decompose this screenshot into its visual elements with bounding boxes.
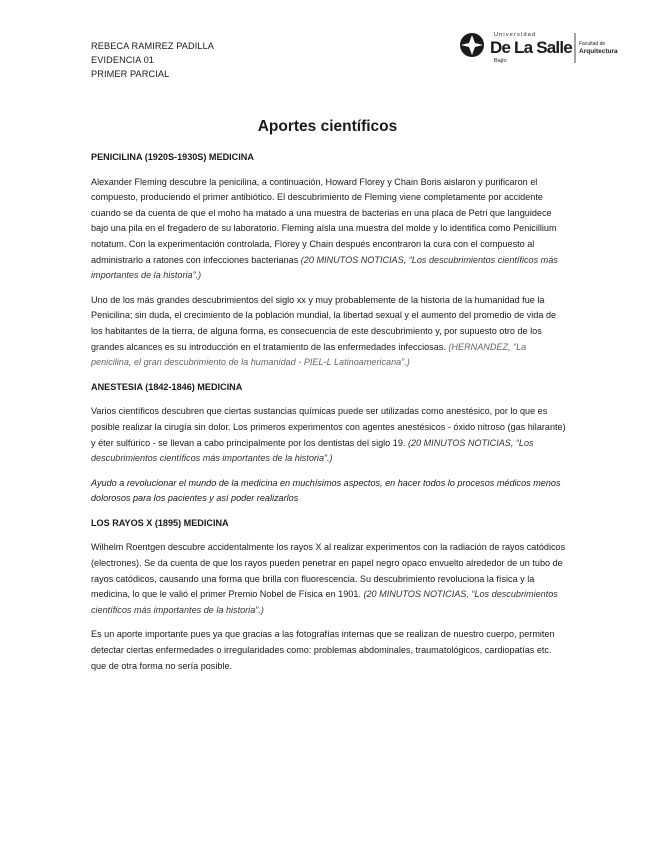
section-heading-penicilina: PENICILINA (1920S-1930S) MEDICINA	[91, 152, 254, 162]
paragraph	[91, 175, 567, 284]
citation: (20 MINUTOS NOTICIAS, “Los descubrimientos científicos más importantes de la historia”.)	[91, 589, 558, 615]
paragraph	[91, 627, 567, 674]
university-logo	[458, 27, 628, 67]
citation: (20 MINUTOS NOTICIAS, “Los descubrimientos científicos más importantes de la historia”.)	[91, 254, 558, 281]
document-body	[91, 150, 567, 683]
logo-faculty-text: Arquitectura	[579, 48, 618, 55]
evidence-label: EVIDENCIA 01	[91, 55, 154, 65]
citation: (HERNANDEZ, “La penicilina, el gran descubrimiento de la humanidad - PIEL-L Latinoamericana”.)	[91, 341, 527, 368]
paragraph-text: Uno de los más grandes descubrimientos del siglo xx y muy probablemente de la historia de la humanidad fue la Penicilina; sin duda, el crecimiento de la población mundial, la libertad sexual y el aumento del promedio de vida de los habitantes de la tierra, de alguna forma, es consecuencia de este descubrimiento y, por supuesto otro de los grandes alcances es su introducción en el tratamiento de las enfermedades infecciosas.	[91, 294, 557, 352]
logo-faculty-small-text: Facultad de	[579, 41, 606, 47]
citation: (20 MINUTOS NOTICIAS, “Los descubrimientos científicos más importantes de la historia”.)	[91, 437, 534, 464]
paragraph	[91, 476, 567, 507]
header-info	[91, 39, 214, 81]
section-heading-anestesia: ANESTESIA (1842-1846) MEDICINA	[91, 381, 243, 392]
paragraph-text: Es un aporte importante pues ya que gracias a las fotografías internas que se realizan de nuestro cuerpo, permiten detectar ciertas enfermedades o irregularidades como: problemas abdominales, traumatológicos, cardiopatías etc. que de otra forma no sería posible.	[91, 629, 555, 671]
author-name: REBECA RAMIREZ PADILLA	[91, 41, 215, 51]
section-heading-rayos-x: LOS RAYOS X (1895) MEDICINA	[91, 517, 229, 528]
paragraph	[91, 293, 567, 371]
paragraph-text: Alexander Fleming descubre la penicilina, a continuación, Howard Florey y Chain Boris aislaron y purificaron el compuesto, produciendo el primer antibiótico. El descubrimiento de Fleming viene completamente por accidente cuando se da cuenta de que el moho ha matado a una muestra de bacterias en una placa de Petri que languidece bajo una pila en el fregadero de su laboratorio. Fleming aísla una muestra del molde y lo identifica como Penicillium notatum. Con la experimentación controlada, Florey y Chain después encontraron la cura con el compuesto al administrarlo a ratones con infecciones bacterianas	[91, 176, 557, 265]
paragraph	[91, 404, 567, 466]
page-title: Aportes científicos	[257, 118, 398, 135]
lasalle-star-icon	[460, 33, 484, 57]
paragraph-text: Varios científicos descubren que ciertas sustancias químicas puede ser utilizadas como anestésico, por lo que es posible realizar la cirugía sin dolor. Los primeros experimentos con agentes anestésicos - óxido nitroso (gas hilarante) y éter sulfúrico - se llevan a cabo principalmente por los dentistas del siglo 19.	[91, 406, 566, 448]
term-label: PRIMER PARCIAL	[91, 69, 170, 79]
logo-university-text: Universidad	[494, 32, 537, 38]
paragraph-text: Ayudo a revolucionar el mundo de la medicina en muchísimos aspectos, en hacer todos lo procesos médicos menos dolorosos para los pacientes y así poder realizarlos	[91, 477, 561, 504]
paragraph	[91, 540, 567, 618]
logo-campus-text: Bajío	[494, 58, 507, 64]
paragraph-text: Wilhelm Roentgen descubre accidentalmente los rayos X al realizar experimentos con la radiación de rayos catódicos (electrones). Se da cuenta de que los rayos pueden penetrar en papel negro opaco envuelto alrededor de un tubo de rayos catódicos, causando una forma que brilla con fluorescencia. Su descubrimiento revoluciona la física y la medicina, lo que le valió el primer Premio Nobel de Física en 1901.	[91, 542, 566, 600]
logo-brand-text: De La Salle	[490, 38, 572, 57]
